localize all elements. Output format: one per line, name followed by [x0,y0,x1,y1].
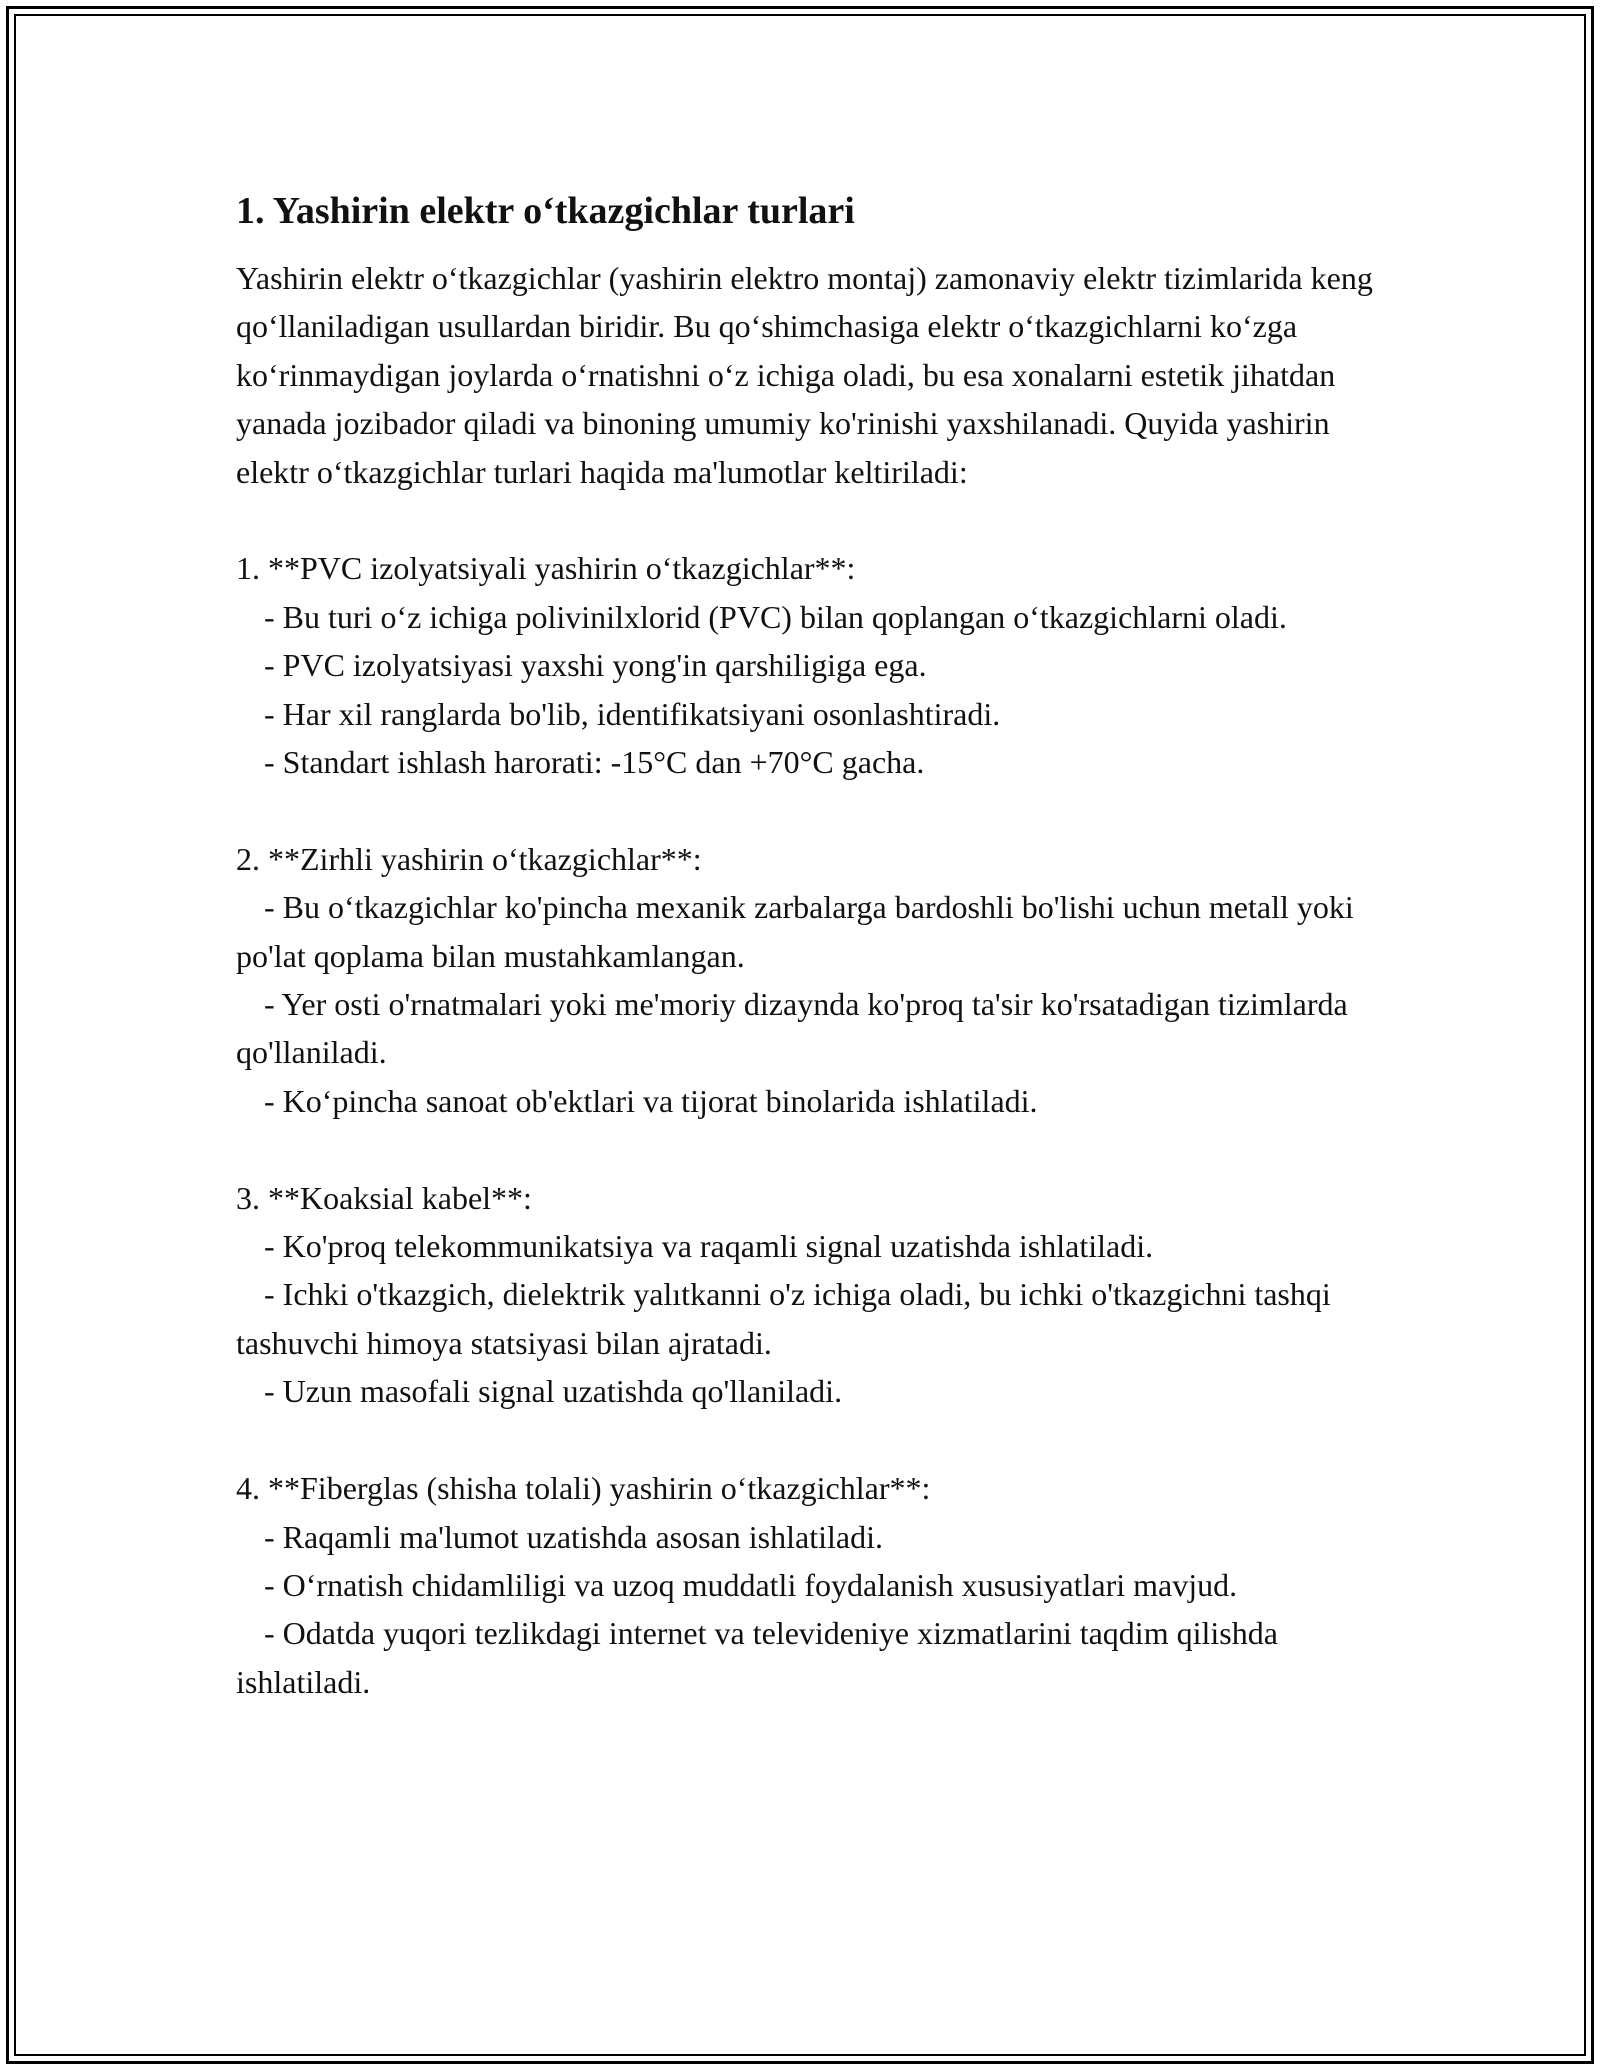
section-fiberglass [236,1464,1386,1706]
section-pvc [236,544,1386,786]
section-heading: 1. **PVC izolyatsiyali yashirin o‘tkazgichlar**: [236,550,856,587]
list-item: - PVC izolyatsiyasi yaxshi yong'in qarshiligiga ega. [264,647,927,684]
list-item: - Ichki o'tkazgich, dielektrik yalıtkanni o'z ichiga oladi, bu ichki o'tkazgichni tashqi tashuvchi himoya statsiyasi bilan ajratadi. [236,1276,1331,1361]
list-item: - Standart ishlash harorati: -15°C dan +70°C gacha. [264,744,925,781]
list-item: - Yer osti o'rnatmalari yoki me'moriy dizaynda ko'proq ta'sir ko'rsatadigan tizimlarda qo'llaniladi. [236,986,1348,1071]
list-item: - Odatda yuqori tezlikdagi internet va televideniye xizmatlarini taqdim qilishda ishlatiladi. [236,1615,1278,1700]
list-item: - Bu o‘tkazgichlar ko'pincha mexanik zarbalarga bardoshli bo'lishi uchun metall yoki po'lat qoplama bilan mustahkamlangan. [236,889,1354,974]
document-body [236,186,1386,1706]
intro-paragraph: Yashirin elektr o‘tkazgichlar (yashirin elektro montaj) zamonaviy elektr tizimlarida keng qo‘llaniladigan usullardan biridir. Bu qo‘shimchasiga elektr o‘tkazgichlarni ko‘zga ko‘rinmaydigan joylarda o‘rnatishni o‘z ichiga oladi, bu esa xonalarni estetik jihatdan yanada jozibador qiladi va binoning umumiy ko'rinishi yaxshilanadi. Quyida yashirin elektr o‘tkazgichlar turlari haqida ma'lumotlar keltiriladi: [236,260,1373,490]
list-item: - Uzun masofali signal uzatishda qo'llaniladi. [264,1373,843,1410]
list-item: - Bu turi o‘z ichiga polivinilxlorid (PVC) bilan qoplangan o‘tkazgichlarni oladi. [264,598,1287,635]
list-item: - Ko'proq telekommunikatsiya va raqamli signal uzatishda ishlatiladi. [264,1228,1154,1265]
section-armored [236,835,1386,1125]
section-heading: 4. **Fiberglas (shisha tolali) yashirin o‘tkazgichlar**: [236,1470,931,1507]
list-item: - Raqamli ma'lumot uzatishda asosan ishlatiladi. [264,1518,883,1555]
document-title: 1. Yashirin elektr o‘tkazgichlar turlari [236,190,855,232]
list-item: - O‘rnatish chidamliligi va uzoq muddatli foydalanish xususiyatlari mavjud. [264,1566,1238,1603]
list-item: - Ko‘pincha sanoat ob'ektlari va tijorat binolarida ishlatiladi. [264,1082,1038,1119]
section-coaxial [236,1174,1386,1416]
list-item: - Har xil ranglarda bo'lib, identifikatsiyani osonlashtiradi. [264,695,1001,732]
section-heading: 2. **Zirhli yashirin o‘tkazgichlar**: [236,840,702,877]
section-heading: 3. **Koaksial kabel**: [236,1179,532,1216]
